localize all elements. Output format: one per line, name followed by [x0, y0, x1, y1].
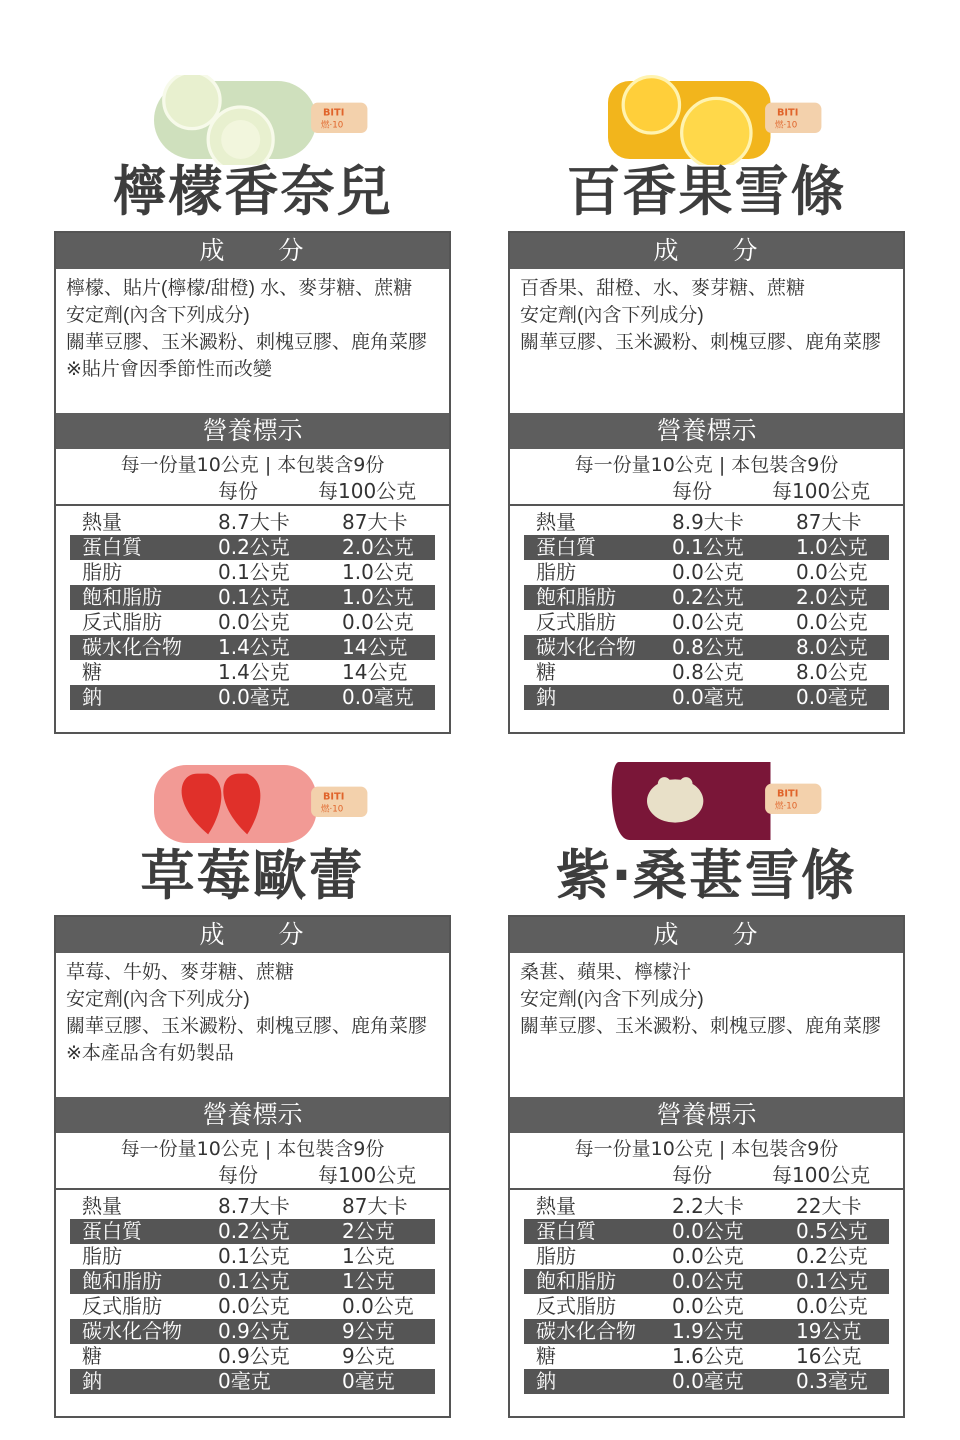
serving-info: 每一份量10公克 | 本包裝含9份	[574, 454, 839, 476]
per-serving-value: 0.0公克	[672, 1244, 744, 1268]
ingredients-header-2: 分	[732, 236, 760, 265]
ingredient-line: ※貼片會因季節性而改變	[66, 359, 272, 380]
per-100g-value: 0.3毫克	[796, 1369, 868, 1393]
per-serving-value: 0.0公克	[672, 1269, 744, 1293]
ingredient-line: ※本產品含有奶製品	[66, 1043, 234, 1064]
per-100g-value: 2.0公克	[342, 535, 414, 559]
table-row	[70, 1219, 435, 1244]
per-100g-value: 2公克	[342, 1219, 395, 1243]
ingredient-line: 關華豆膠、玉米澱粉、刺槐豆膠、鹿角菜膠	[66, 1016, 428, 1037]
ingredients-header	[510, 917, 903, 953]
ingredients-header-1: 成	[199, 920, 227, 949]
table-row	[524, 1319, 889, 1344]
nutrient-name: 糖	[536, 660, 556, 684]
svg-text:BITI: BITI	[323, 107, 345, 119]
table-row	[524, 685, 889, 710]
per-serving-value: 0.1公克	[672, 535, 744, 559]
per-serving-value: 0.2公克	[218, 1219, 290, 1243]
column-headers	[510, 478, 903, 504]
product-title: 百香果雪條	[566, 160, 847, 223]
table-row	[70, 1369, 435, 1394]
per-100g-value: 0.0公克	[796, 610, 868, 634]
serving-info: 每一份量10公克 | 本包裝含9份	[120, 454, 385, 476]
column-headers	[56, 478, 449, 504]
nutrition-table	[56, 1190, 449, 1394]
table-row	[70, 510, 435, 535]
ingredients-list	[510, 269, 903, 413]
per-100g-value: 0.0毫克	[796, 685, 868, 709]
nutrient-name: 反式脂肪	[82, 1294, 162, 1318]
per-serving-value: 0.1公克	[218, 585, 290, 609]
nutrient-name: 脂肪	[536, 1244, 576, 1268]
table-row	[524, 1369, 889, 1394]
per-serving-header: 每份	[672, 1163, 712, 1187]
ingredients-list	[510, 953, 903, 1097]
per-serving-value: 1.4公克	[218, 635, 290, 659]
per-serving-value: 0毫克	[218, 1369, 271, 1393]
per-serving-value: 0.0公克	[672, 610, 744, 634]
per-100g-value: 8.0公克	[796, 635, 868, 659]
per-100g-value: 1.0公克	[342, 585, 414, 609]
nutrient-name: 熱量	[536, 510, 576, 534]
table-row	[70, 660, 435, 685]
per-100g-value: 2.0公克	[796, 585, 868, 609]
per-100g-value: 8.0公克	[796, 660, 868, 684]
per-serving-value: 0.1公克	[218, 1244, 290, 1268]
ingredients-header-1: 成	[653, 236, 681, 265]
per-serving-value: 1.4公克	[218, 660, 290, 684]
svg-text:燃·10: 燃·10	[774, 801, 798, 812]
nutrient-name: 鈉	[82, 685, 102, 709]
column-headers	[56, 1162, 449, 1188]
per-serving-value: 0.0毫克	[218, 685, 290, 709]
per-serving-header: 每份	[672, 479, 712, 503]
per-serving-value: 0.0公克	[672, 560, 744, 584]
table-row	[524, 535, 889, 560]
nutrient-name: 碳水化合物	[536, 635, 636, 659]
table-row	[524, 1244, 889, 1269]
svg-text:燃·10: 燃·10	[774, 120, 798, 131]
ingredients-header	[510, 233, 903, 269]
nutrient-name: 脂肪	[536, 560, 576, 584]
per-serving-value: 0.0毫克	[672, 685, 744, 709]
per-100g-header: 每100公克	[318, 479, 417, 503]
svg-text:燃·10: 燃·10	[320, 804, 344, 815]
ingredient-line: 安定劑(內含下列成分)	[66, 305, 250, 326]
table-row	[524, 660, 889, 685]
per-100g-value: 87大卡	[342, 510, 408, 534]
ingredient-line: 安定劑(內含下列成分)	[520, 305, 704, 326]
nutrition-table	[56, 506, 449, 710]
per-serving-value: 8.9大卡	[672, 510, 744, 534]
per-serving-value: 0.0公克	[218, 610, 290, 634]
per-100g-value: 1.0公克	[796, 535, 868, 559]
strawberry-popsicle-image	[154, 759, 414, 849]
table-row	[70, 1244, 435, 1269]
table-row	[70, 1194, 435, 1219]
table-row	[524, 1194, 889, 1219]
ingredients-header-2: 分	[278, 920, 306, 949]
ingredient-line: 關華豆膠、玉米澱粉、刺槐豆膠、鹿角菜膠	[520, 332, 882, 353]
per-100g-header: 每100公克	[772, 479, 871, 503]
info-card	[508, 231, 905, 734]
serving-info: 每一份量10公克 | 本包裝含9份	[574, 1138, 839, 1160]
nutrient-name: 蛋白質	[82, 535, 142, 559]
ingredient-line: 草莓、牛奶、麥芽糖、蔗糖	[66, 962, 295, 983]
nutrient-name: 碳水化合物	[82, 1319, 182, 1343]
nutrition-table	[510, 1190, 903, 1394]
table-row	[524, 1219, 889, 1244]
nutrient-name: 蛋白質	[536, 535, 596, 559]
info-card	[54, 231, 451, 734]
ingredient-line: 安定劑(內含下列成分)	[66, 989, 250, 1010]
table-row	[70, 685, 435, 710]
per-100g-value: 0.0公克	[796, 1294, 868, 1318]
mulberry-popsicle-image	[608, 756, 868, 846]
per-serving-value: 0.0公克	[672, 1294, 744, 1318]
nutrient-name: 鈉	[82, 1369, 102, 1393]
svg-text:燃·10: 燃·10	[320, 120, 344, 131]
per-serving-value: 0.0公克	[672, 1219, 744, 1243]
passionfruit-popsicle-image	[608, 75, 868, 165]
table-row	[70, 610, 435, 635]
nutrient-name: 反式脂肪	[536, 1294, 616, 1318]
per-serving-value: 0.9公克	[218, 1344, 290, 1368]
ingredients-header-1: 成	[653, 920, 681, 949]
product-title: 檸檬香奈兒	[112, 160, 393, 223]
per-100g-value: 0.2公克	[796, 1244, 868, 1268]
product-title: 草莓歐蕾	[140, 844, 365, 907]
table-row	[70, 535, 435, 560]
per-serving-header: 每份	[218, 479, 258, 503]
table-row	[70, 1294, 435, 1319]
table-row	[70, 1319, 435, 1344]
table-row	[524, 510, 889, 535]
per-100g-value: 0.0公克	[342, 610, 414, 634]
per-serving-value: 0.0公克	[218, 1294, 290, 1318]
nutrient-name: 飽和脂肪	[536, 1269, 616, 1293]
per-100g-value: 9公克	[342, 1344, 395, 1368]
nutrient-name: 脂肪	[82, 1244, 122, 1268]
nutrition-header: 營養標示	[510, 413, 903, 449]
svg-text:BITI: BITI	[777, 788, 799, 800]
product-title: 紫‧桑葚雪條	[556, 844, 857, 907]
nutrition-header: 營養標示	[56, 413, 449, 449]
ingredient-line: 桑葚、蘋果、檸檬汁	[520, 962, 692, 983]
lemon-popsicle-image	[154, 75, 414, 165]
ingredient-line: 安定劑(內含下列成分)	[520, 989, 704, 1010]
per-100g-value: 1公克	[342, 1269, 395, 1293]
ingredients-header-1: 成	[199, 236, 227, 265]
column-headers	[510, 1162, 903, 1188]
nutrient-name: 飽和脂肪	[82, 1269, 162, 1293]
nutrient-name: 熱量	[536, 1194, 576, 1218]
per-serving-value: 0.1公克	[218, 560, 290, 584]
nutrient-name: 蛋白質	[536, 1219, 596, 1243]
table-row	[70, 1269, 435, 1294]
per-100g-value: 22大卡	[796, 1194, 862, 1218]
table-row	[524, 610, 889, 635]
ingredients-list	[56, 953, 449, 1097]
info-card	[508, 915, 905, 1418]
per-100g-value: 0毫克	[342, 1369, 395, 1393]
per-100g-value: 87大卡	[342, 1194, 408, 1218]
per-100g-header: 每100公克	[318, 1163, 417, 1187]
nutrient-name: 飽和脂肪	[82, 585, 162, 609]
ingredient-line: 檸檬、貼片(檸檬/甜橙) 水、麥芽糖、蔗糖	[66, 278, 413, 299]
table-row	[524, 560, 889, 585]
nutrient-name: 糖	[82, 1344, 102, 1368]
info-card	[54, 915, 451, 1418]
table-row	[524, 635, 889, 660]
per-100g-value: 87大卡	[796, 510, 862, 534]
svg-text:BITI: BITI	[323, 791, 345, 803]
nutrient-name: 糖	[82, 660, 102, 684]
svg-text:BITI: BITI	[777, 107, 799, 119]
table-row	[70, 585, 435, 610]
per-100g-value: 1公克	[342, 1244, 395, 1268]
ingredient-line: 百香果、甜橙、水、麥芽糖、蔗糖	[520, 278, 806, 299]
per-100g-value: 0.5公克	[796, 1219, 868, 1243]
ingredient-line: 關華豆膠、玉米澱粉、刺槐豆膠、鹿角菜膠	[66, 332, 428, 353]
ingredients-header-2: 分	[732, 920, 760, 949]
per-serving-value: 0.8公克	[672, 635, 744, 659]
table-row	[70, 560, 435, 585]
per-serving-value: 0.9公克	[218, 1319, 290, 1343]
per-serving-value: 2.2大卡	[672, 1194, 744, 1218]
nutrient-name: 鈉	[536, 1369, 556, 1393]
per-100g-value: 14公克	[342, 660, 408, 684]
table-row	[524, 1294, 889, 1319]
per-100g-value: 0.0毫克	[342, 685, 414, 709]
nutrient-name: 熱量	[82, 1194, 122, 1218]
ingredients-list	[56, 269, 449, 413]
ingredient-line: 關華豆膠、玉米澱粉、刺槐豆膠、鹿角菜膠	[520, 1016, 882, 1037]
nutrient-name: 糖	[536, 1344, 556, 1368]
nutrient-name: 蛋白質	[82, 1219, 142, 1243]
per-100g-value: 16公克	[796, 1344, 862, 1368]
nutrient-name: 飽和脂肪	[536, 585, 616, 609]
nutrition-header: 營養標示	[510, 1097, 903, 1133]
per-serving-value: 8.7大卡	[218, 1194, 290, 1218]
per-serving-value: 0.8公克	[672, 660, 744, 684]
nutrient-name: 脂肪	[82, 560, 122, 584]
per-serving-value: 0.2公克	[218, 535, 290, 559]
table-row	[70, 1344, 435, 1369]
nutrient-name: 碳水化合物	[82, 635, 182, 659]
per-serving-header: 每份	[218, 1163, 258, 1187]
nutrition-table	[510, 506, 903, 710]
per-100g-value: 0.1公克	[796, 1269, 868, 1293]
table-row	[524, 585, 889, 610]
per-serving-value: 1.6公克	[672, 1344, 744, 1368]
per-100g-value: 1.0公克	[342, 560, 414, 584]
per-100g-value: 14公克	[342, 635, 408, 659]
per-serving-value: 0.1公克	[218, 1269, 290, 1293]
table-row	[524, 1269, 889, 1294]
ingredients-header	[56, 917, 449, 953]
per-100g-header: 每100公克	[772, 1163, 871, 1187]
table-row	[70, 635, 435, 660]
ingredients-header	[56, 233, 449, 269]
serving-info: 每一份量10公克 | 本包裝含9份	[120, 1138, 385, 1160]
nutrient-name: 碳水化合物	[536, 1319, 636, 1343]
per-100g-value: 0.0公克	[796, 560, 868, 584]
per-100g-value: 9公克	[342, 1319, 395, 1343]
nutrient-name: 鈉	[536, 685, 556, 709]
per-serving-value: 8.7大卡	[218, 510, 290, 534]
ingredients-header-2: 分	[278, 236, 306, 265]
nutrition-header: 營養標示	[56, 1097, 449, 1133]
per-serving-value: 1.9公克	[672, 1319, 744, 1343]
per-serving-value: 0.0毫克	[672, 1369, 744, 1393]
per-100g-value: 0.0公克	[342, 1294, 414, 1318]
table-row	[524, 1344, 889, 1369]
per-100g-value: 19公克	[796, 1319, 862, 1343]
nutrient-name: 反式脂肪	[82, 610, 162, 634]
per-serving-value: 0.2公克	[672, 585, 744, 609]
nutrient-name: 熱量	[82, 510, 122, 534]
nutrient-name: 反式脂肪	[536, 610, 616, 634]
